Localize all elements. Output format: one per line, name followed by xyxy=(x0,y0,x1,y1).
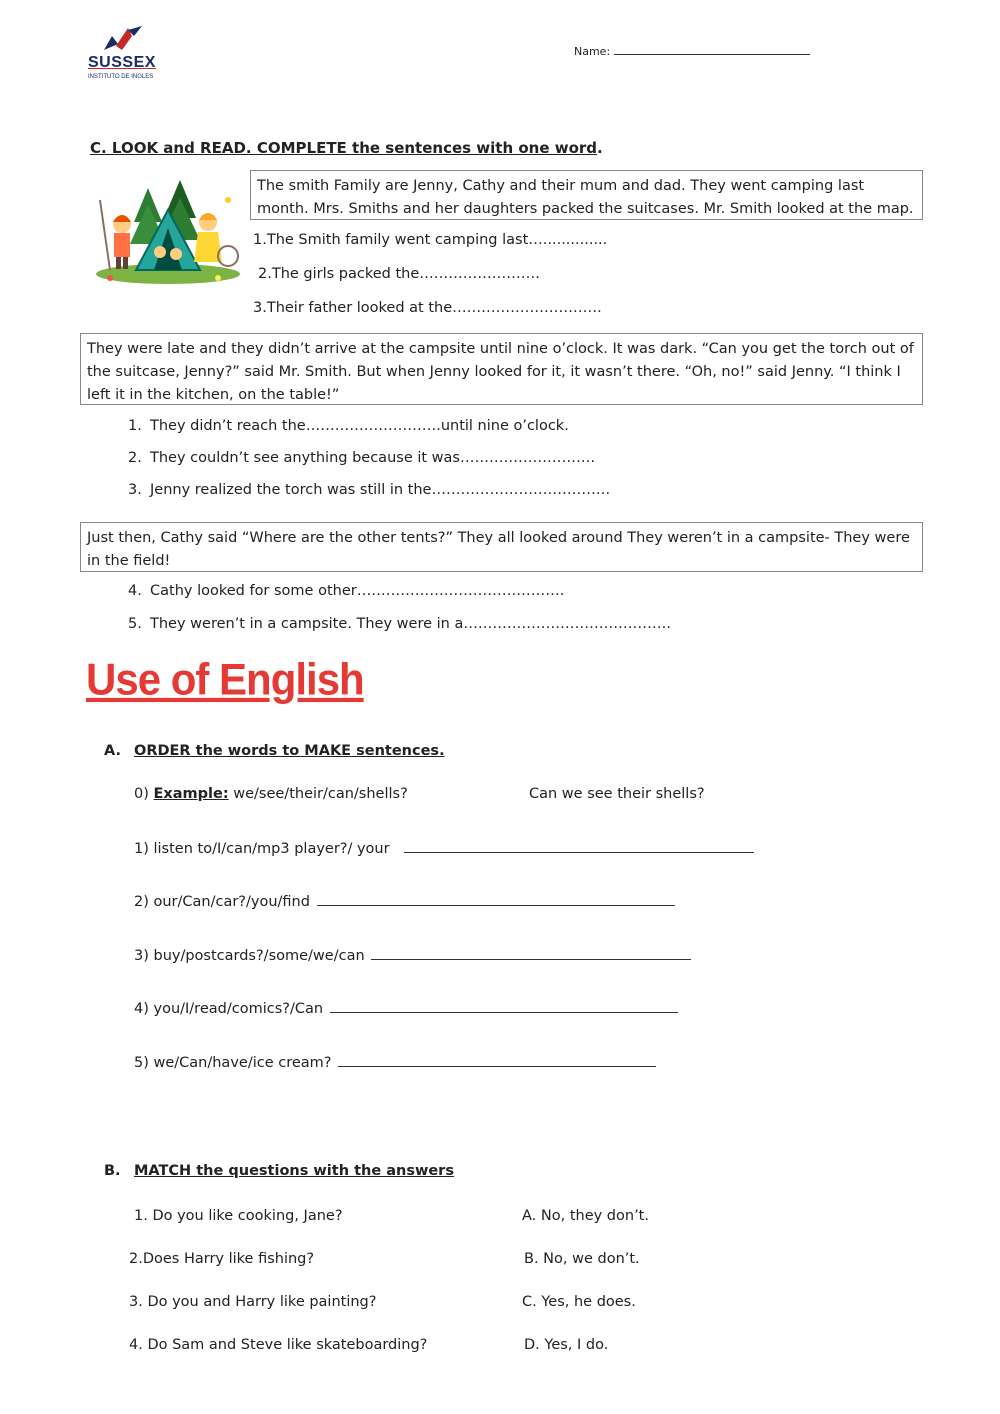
passage-3: Just then, Cathy said “Where are the other tents?” They all looked around They weren’t in a campsite- They were in the field! xyxy=(80,522,923,572)
passage-2: They were late and they didn’t arrive at the campsite until nine o’clock. It was dark. “Can you get the torch out of the suitcase, Jenny?” said Mr. Smith. But when Jenny looked for it, it wasn’t there. “Oh, no!” said Jenny. “I think I left it in the kitchen, on the table!” xyxy=(80,333,923,405)
match-answer-c: C. Yes, he does. xyxy=(522,1294,636,1310)
use-of-english-title: Use of English xyxy=(86,654,364,705)
answer-line-2[interactable] xyxy=(317,893,675,906)
match-answer-a: A. No, they don’t. xyxy=(522,1208,649,1224)
camping-family-illustration xyxy=(88,170,244,286)
name-label: Name: xyxy=(574,45,611,58)
logo-text: SUSSEX xyxy=(88,54,156,71)
section-a-heading: A. ORDER the words to MAKE sentences. xyxy=(104,743,445,759)
order-item-1: 1) listen to/I/can/mp3 player?/ your xyxy=(134,840,754,857)
question-2-2: 2. They couldn’t see anything because it was………………………. xyxy=(128,450,596,466)
example-row: 0) Example: we/see/their/can/shells? xyxy=(134,786,408,802)
logo-flag-icon xyxy=(98,26,158,56)
match-question-4: 4. Do Sam and Steve like skateboarding? xyxy=(129,1337,428,1353)
order-item-3: 3) buy/postcards?/some/we/can xyxy=(134,947,691,964)
match-answer-b: B. No, we don’t. xyxy=(524,1251,640,1267)
match-answer-d: D. Yes, I do. xyxy=(524,1337,609,1353)
example-label: Example: xyxy=(153,786,229,802)
question-3-5: 5. They weren’t in a campsite. They were in a……………………………………. xyxy=(128,616,671,632)
name-field[interactable] xyxy=(574,44,810,58)
answer-line-4[interactable] xyxy=(330,1000,678,1013)
match-question-3: 3. Do you and Harry like painting? xyxy=(129,1294,377,1310)
name-blank[interactable] xyxy=(614,44,810,55)
question-2-3: 3. Jenny realized the torch was still in the………………………………. xyxy=(128,482,611,498)
section-b-heading: B. MATCH the questions with the answers xyxy=(104,1163,454,1179)
match-question-2: 2.Does Harry like fishing? xyxy=(129,1251,315,1267)
section-c-title: C. LOOK and READ. COMPLETE the sentences with one word. xyxy=(90,139,603,157)
question-2-1: 1. They didn’t reach the……………………….until nine o’clock. xyxy=(128,418,569,434)
answer-line-1[interactable] xyxy=(404,840,754,853)
question-3-4: 4. Cathy looked for some other……………………………………. xyxy=(128,583,565,599)
question-1-3: 3.Their father looked at the…………………………. xyxy=(253,300,602,316)
match-question-1: 1. Do you like cooking, Jane? xyxy=(134,1208,343,1224)
answer-line-5[interactable] xyxy=(338,1054,656,1067)
passage-1: The smith Family are Jenny, Cathy and their mum and dad. They went camping last month. Mrs. Smiths and her daughters packed the suitcases. Mr. Smith looked at the map. xyxy=(250,170,923,220)
order-item-4: 4) you/I/read/comics?/Can xyxy=(134,1000,678,1017)
example-answer: Can we see their shells? xyxy=(529,786,705,802)
question-1-1: 1.The Smith family went camping last….............. xyxy=(253,232,608,248)
order-item-2: 2) our/Can/car?/you/find xyxy=(134,893,675,910)
order-item-5: 5) we/Can/have/ice cream? xyxy=(134,1054,656,1071)
question-1-2: 2.The girls packed the……………………. xyxy=(258,266,540,282)
answer-line-3[interactable] xyxy=(371,947,691,960)
logo-subtitle: INSTITUTO DE INGLES xyxy=(88,74,154,80)
sussex-logo xyxy=(88,26,160,84)
